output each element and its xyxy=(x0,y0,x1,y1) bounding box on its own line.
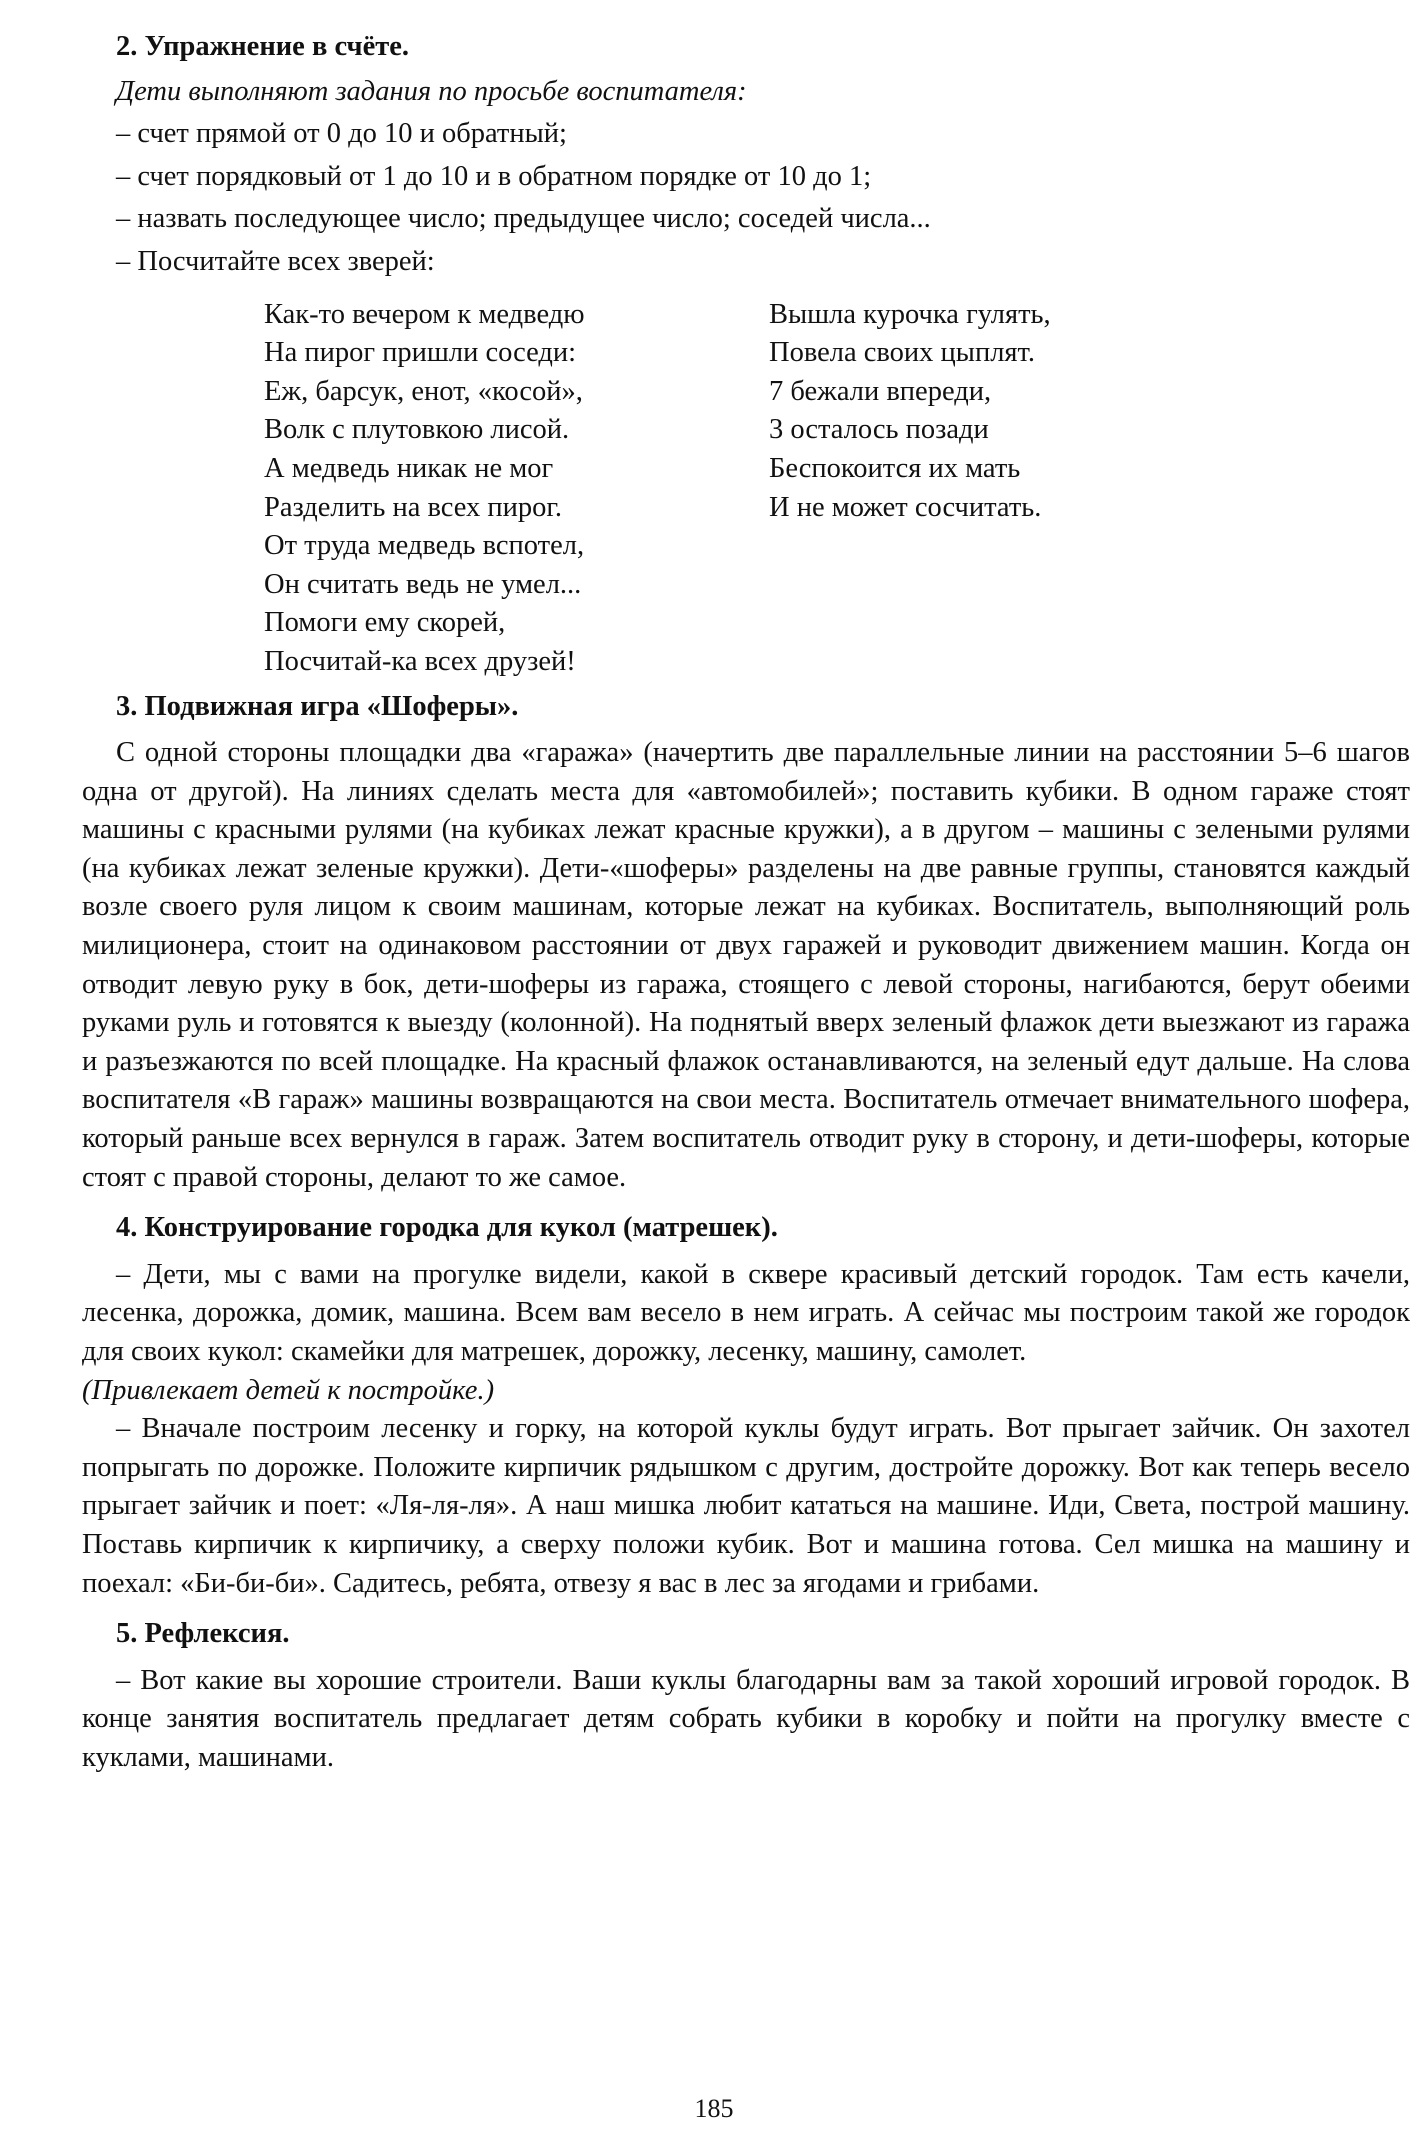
page-content xyxy=(82,28,1410,1778)
poem-line: Вышла курочка гулять, xyxy=(769,298,1051,330)
section-2-intro: Дети выполняют задания по просьбе воспитателя: xyxy=(116,75,747,107)
poem-line: Разделить на всех пирог. xyxy=(264,491,563,523)
poem-line: 7 бежали впереди, xyxy=(769,375,992,407)
section-3-paragraph: С одной стороны площадки два «гаража» (начертить две параллельные линии на расстоянии 5–6 шагов одна от другой). На линиях сделать места для «автомобилей»; поставить кубики. В одном гараже стоят машины с красными рулями (на кубиках лежат красные кружки), а в другом – машины с зелеными рулями (на кубиках лежат зеленые кружки). Дети-«шоферы» разделены на две равные группы, становятся каждый возле своего руля лицом к своим машинам, которые лежат на кубиках. Воспитатель, выполняющий роль милиционера, стоит на одинаковом расстоянии от двух гаражей и руководит движением машин. Когда он отводит левую руку в бок, дети-шоферы из гаража, стоящего с левой стороны, нагибаются, берут обеими руками руль и готовятся к выезду (колонной). На поднятый вверх зеленый флажок дети выезжают из гаража и разъезжаются по всей площадке. На красный флажок останавливаются, на зеленый едут дальше. На слова воспитателя «В гараж» машины возвращаются на свои места. Воспитатель отмечает внимательного шофера, который раньше всех вернулся в гараж. Затем воспитатель отводит руку в сторону, и дети-шоферы, которые стоят с правой стороны, делают то же самое. xyxy=(82,737,1410,1193)
poem-line: Посчитай-ка всех друзей! xyxy=(264,645,576,677)
page-number: 185 xyxy=(694,2094,734,2123)
poem-line: А медведь никак не мог xyxy=(264,452,554,484)
poem-line: Помоги ему скорей, xyxy=(264,607,506,639)
poem-line: От труда медведь вспотел, xyxy=(264,530,585,562)
poem-line: На пирог пришли соседи: xyxy=(264,337,577,369)
poems-block xyxy=(82,296,1410,682)
poem-line: Еж, барсук, енот, «косой», xyxy=(264,375,583,407)
poem-bear xyxy=(264,296,769,682)
poem-line: Повела своих цыплят. xyxy=(769,337,1035,369)
poem-line: Как-то вечером к медведю xyxy=(264,298,585,330)
poem-line: И не может сосчитать. xyxy=(769,491,1042,523)
section-3-heading: 3. Подвижная игра «Шоферы». xyxy=(116,690,519,722)
section-2-heading: 2. Упражнение в счёте. xyxy=(116,31,410,62)
section-4-heading: 4. Конструирование городка для кукол (матрешек). xyxy=(116,1212,778,1244)
poem-line: Он считать ведь не умел... xyxy=(264,568,582,600)
poem-hen xyxy=(769,296,1051,682)
counting-task-list xyxy=(82,115,1410,281)
counting-task-item: – счет прямой от 0 до 10 и обратный; xyxy=(116,118,567,150)
section-4-paragraph-1-text: – Дети, мы с вами на прогулке видели, какой в сквере красивый детский городок. Там есть качели, лесенка, дорожка, домик, машина. Всем вам весело в нем играть. А сейчас мы построим такой же городок для своих кукол: скамейки для матрешек, дорожку, лесенку, машину, самолет. xyxy=(82,1258,1410,1367)
poem-line: 3 осталось позади xyxy=(769,414,989,446)
counting-task-item: – назвать последующее число; предыдущее число; соседей числа... xyxy=(116,203,931,235)
section-4-paragraph-1 xyxy=(82,1256,1410,1410)
counting-task-item: – счет порядковый от 1 до 10 и в обратном порядке от 10 до 1; xyxy=(116,160,872,192)
section-5-paragraph: – Вот какие вы хорошие строители. Ваши куклы благодарны вам за такой хороший игровой городок. В конце занятия воспитатель предлагает детям собрать кубики в коробку и пойти на прогулку вместе с куклами, машинами. xyxy=(82,1664,1410,1773)
poem-line: Волк с плутовкою лисой. xyxy=(264,414,570,446)
section-4-remark: (Привлекает детей к постройке.) xyxy=(82,1374,495,1406)
poem-line: Беспокоится их мать xyxy=(769,452,1021,484)
section-4-paragraph-2: – Вначале построим лесенку и горку, на которой куклы будут играть. Вот прыгает зайчик. Он захотел попрыгать по дорожке. Положите кирпичик рядышком с другим, достройте дорожку. Вот как теперь весело прыгает зайчик и поет: «Ля-ля-ля». А наш мишка любит кататься на машине. Иди, Света, построй машину. Поставь кирпичик к кирпичику, а сверху положи кубик. Вот и машина готова. Сел мишка на машину и поехал: «Би-би-би». Садитесь, ребята, отвезу я вас в лес за ягодами и грибами. xyxy=(82,1413,1410,1599)
section-5-heading: 5. Рефлексия. xyxy=(116,1618,290,1650)
counting-task-item: – Посчитайте всех зверей: xyxy=(116,245,435,277)
